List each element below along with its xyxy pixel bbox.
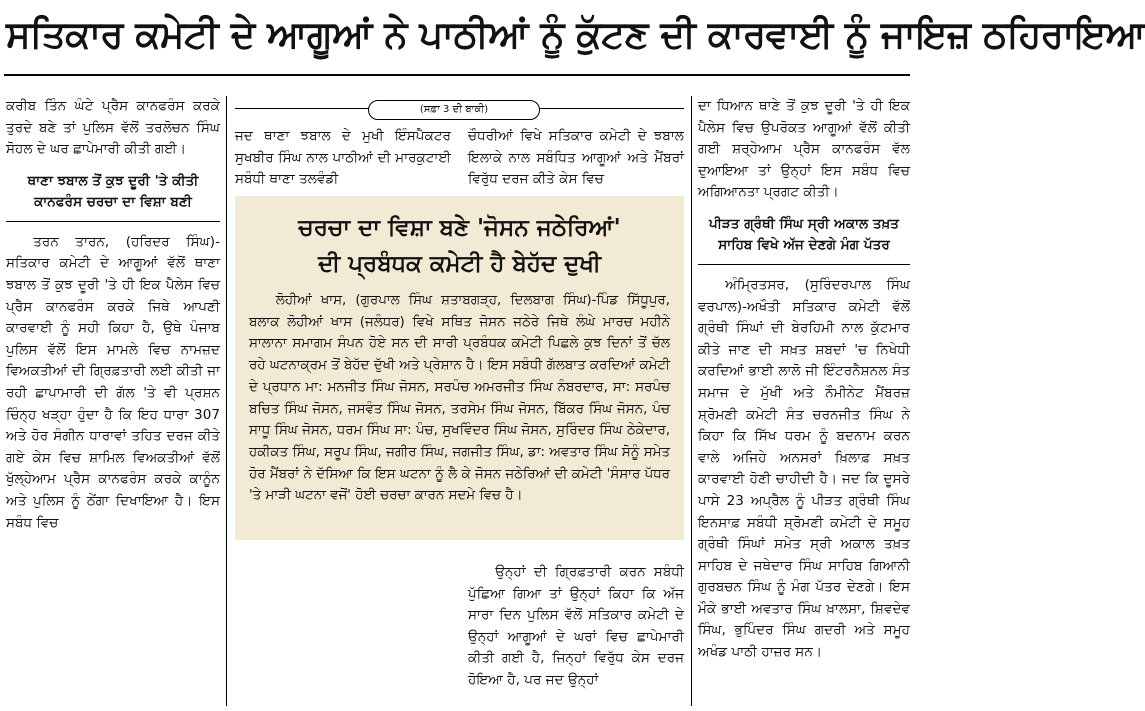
column-4 [698, 96, 910, 708]
column-divider-1 [226, 96, 227, 706]
continued-tag: (ਸਫ਼ਾ 3 ਦੀ ਬਾਕੀ) [368, 100, 540, 120]
boxed-story [235, 196, 684, 540]
box-body: ਲੋਹੀਆਂ ਖਾਸ, (ਗੁਰਪਾਲ ਸਿੰਘ ਸ਼ਤਾਬਗੜ੍ਹ, ਦਿਲਬਾਗ ਸਿੰਘ)-ਪਿੰਡ ਸਿੱਧੂਪੁਰ, ਬਲਾਕ ਲੋਹੀਆਂ ਖਾਸ (ਜਲੰਧਰ) ਵਿਖੇ ਸਥਿਤ ਜੋਸਨ ਜਠੇਰੇ ਜਿਥੇ ਲੰਘੇ ਮਾਰਚ ਮਹੀਨੇ ਸਾਲਾਨਾ ਸਮਾਗਮ ਸੰਪਨ ਹੋਏ ਸਨ ਦੀ ਸਾਰੀ ਪ੍ਰਬੰਧਕ ਕਮੇਟੀ ਪਿਛਲੇ ਕੁਝ ਦਿਨਾਂ ਤੋਂ ਚੱਲ ਰਹੇ ਘਟਨਾਕ੍ਰਮ ਤੋਂ ਬੇਹੱਦ ਦੁੱਖੀ ਅਤੇ ਪ੍ਰੇਸ਼ਾਨ ਹੈ। ਇਸ ਸਬੰਧੀ ਗੱਲਬਾਤ ਕਰਦਿਆਂ ਕਮੇਟੀ ਦੇ ਪ੍ਰਧਾਨ ਮਾ: ਮਨਜੀਤ ਸਿੰਘ ਜੋਸਨ, ਸਰਪੰਚ ਅਮਰਜੀਤ ਸਿੰਘ ਨੰਬਰਦਾਰ, ਸਾ: ਸਰਪੰਚ ਬਚਿਤ ਸਿੰਘ ਜੋਸਨ, ਜਸਵੰਤ ਸਿੰਘ ਜੋਸਨ, ਤਰਸੇਮ ਸਿੰਘ ਜੋਸਨ, ਬਿੱਕਰ ਸਿੰਘ ਜੋਸਨ, ਪੰਚ ਸਾਧੂ ਸਿੰਘ ਜੋਸਨ, ਧਰਮ ਸਿੰਘ ਸਾ: ਪੰਚ, ਸੁਖਵਿੰਦਰ ਸਿੰਘ ਜੋਸਨ, ਸੁਰਿੰਦਰ ਸਿੰਘ ਠੇਕੇਦਾਰ, ਹਕੀਕਤ ਸਿੰਘ, ਸਰੂਪ ਸਿੰਘ, ਜਗੀਰ ਸਿੰਘ, ਜਗਜੀਤ ਸਿੰਘ, ਡਾ: ਅਵਤਾਰ ਸਿੰਘ ਸੋਨੂੰ ਸਮੇਤ ਹੋਰ ਮੈਂਬਰਾਂ ਨੇ ਦੱਸਿਆ ਕਿ ਇਸ ਘਟਨਾ ਨੂੰ ਲੈ ਕੇ ਜੋਸਨ ਜਠੇਰਿਆਂ ਦੀ ਕਮੇਟੀ 'ਸੰਸਾਰ ਪੱਧਰ 'ਤੇ ਮਾੜੀ ਘਟਨਾ ਵਜੋਂ' ਹੋਈ ਚਰਚਾ ਕਾਰਨ ਸਦਮੇ ਵਿਚ ਹੈ। [249, 293, 670, 504]
column-1 [6, 96, 220, 706]
headline: ਸਤਿਕਾਰ ਕਮੇਟੀ ਦੇ ਆਗੂਆਂ ਨੇ ਪਾਠੀਆਂ ਨੂੰ ਕੁੱਟਣ ਦੀ ਕਾਰਵਾਈ ਨੂੰ ਜਾਇਜ਼ ਠਹਿਰਾਇਆ [6, 13, 1145, 56]
col1-subhead: ਥਾਣਾ ਝਬਾਲ ਤੋਂ ਕੁਝ ਦੂਰੀ 'ਤੇ ਕੀਤੀ ਕਾਨਫਰੰਸ ਚਰਚਾ ਦਾ ਵਿਸ਼ਾ ਬਣੀ [27, 172, 199, 210]
col4-intro: ਦਾ ਧਿਆਨ ਥਾਣੇ ਤੋਂ ਕੁਝ ਦੂਰੀ 'ਤੇ ਹੀ ਇਕ ਪੈਲੇਸ ਵਿਚ ਉਪਰੋਕਤ ਆਗੂਆਂ ਵੱਲੋਂ ਕੀਤੀ ਗਈ ਸ਼ਰ੍ਹੇਆਮ ਪ੍ਰੈਸ ਕਾਨਫਰੰਸ ਵੱਲ ਦੁਆਇਆ ਤਾਂ ਉਨ੍ਹਾਂ ਇਸ ਸਬੰਧ ਵਿਚ ਅਗਿਆਨਤਾ ਪ੍ਰਗਟ ਕੀਤੀ। [698, 98, 910, 201]
col3-bottom-text: ਉਨ੍ਹਾਂ ਦੀ ਗ੍ਰਿਫ਼ਤਾਰੀ ਕਰਨ ਸਬੰਧੀ ਪੁੱਛਿਆ ਗਿਆ ਤਾਂ ਉਨ੍ਹਾਂ ਕਿਹਾ ਕਿ ਅੱਜ ਸਾਰਾ ਦਿਨ ਪੁਲਿਸ ਵੱਲੋਂ ਸਤਿਕਾਰ ਕਮੇਟੀ ਦੇ ਉਨ੍ਹਾਂ ਆਗੂਆਂ ਦੇ ਘਰਾਂ ਵਿਚ ਛਾਪੇਮਾਰੀ ਕੀਤੀ ਗਈ ਹੈ, ਜਿਨ੍ਹਾਂ ਵਿਰੁੱਧ ਕੇਸ ਦਰਜ ਹੋਇਆ ਹੈ, ਪਰ ਜਦ ਉਨ੍ਹਾਂ [468, 564, 684, 688]
col1-intro: ਕਰੀਬ ਤਿੰਨ ਘੰਟੇ ਪ੍ਰੈਸ ਕਾਨਫਰੰਸ ਕਰਕੇ ਤੁਰਦੇ ਬਣੇ ਤਾਂ ਪੁਲਿਸ ਵੱਲੋਂ ਤਰਲੋਚਨ ਸਿੰਘ ਸੋਹਲ ਦੇ ਘਰ ਛਾਪੇਮਾਰੀ ਕੀਤੀ ਗਈ। [6, 98, 220, 158]
column-3-top [468, 126, 684, 194]
col4-subhead: ਪੀੜਤ ਗ੍ਰੰਥੀ ਸਿੰਘ ਸ੍ਰੀ ਅਕਾਲ ਤਖ਼ਤ ਸਾਹਿਬ ਵਿਖੇ ਅੱਜ ਦੇਣਗੇ ਮੰਗ ਪੱਤਰ [709, 215, 899, 253]
box-headline-line2: ਦੀ ਪ੍ਰਬੰਧਕ ਕਮੇਟੀ ਹੈ ਬੇਹੱਦ ਦੁਖੀ [318, 251, 601, 277]
col3-top-text: ਚੌਧਰੀਆਂ ਵਿਖੇ ਸਤਿਕਾਰ ਕਮੇਟੀ ਦੇ ਝਬਾਲ ਇਲਾਕੇ ਨਾਲ ਸਬੰਧਿਤ ਆਗੂਆਂ ਅਤੇ ਮੈਂਬਰਾਂ ਵਿਰੁੱਧ ਦਰਜ ਕੀਤੇ ਕੇਸ ਵਿਚ [468, 128, 684, 188]
col2-top-text: ਜਦ ਥਾਣਾ ਝਬਾਲ ਦੇ ਮੁਖੀ ਇੰਸਪੈਕਟਰ ਸੁਖਬੀਰ ਸਿੰਘ ਨਾਲ ਪਾਠੀਆਂ ਦੀ ਮਾਰਕੁਟਾਈ ਸਬੰਧੀ ਥਾਣਾ ਤਲਵੰਡੀ [235, 128, 451, 188]
column-divider-3 [691, 96, 692, 706]
col4-subhead-rule [698, 264, 910, 265]
col1-subhead-rule [6, 221, 220, 222]
col4-body: ਅੰਮ੍ਰਿਤਸਰ, (ਸੁਰਿੰਦਰਪਾਲ ਸਿੰਘ ਵਰਪਾਲ)-ਅਖੌਤੀ ਸਤਿਕਾਰ ਕਮੇਟੀ ਵੱਲੋਂ ਗ੍ਰੰਥੀ ਸਿੰਘਾਂ ਦੀ ਬੇਰਹਿਮੀ ਨਾਲ ਕੁੱਟਮਾਰ ਕੀਤੇ ਜਾਣ ਦੀ ਸਖ਼ਤ ਸ਼ਬਦਾਂ 'ਚ ਨਿਖੇਧੀ ਕਰਦਿਆਂ ਭਾਈ ਲਾਲੋ ਜੀ ਇੰਟਰਨੈਸ਼ਨਲ ਸੰਤ ਸਮਾਜ ਦੇ ਮੁੱਖੀ ਅਤੇ ਨੌਮੀਨੇਟ ਮੈਂਬਰਜ਼ ਸ਼੍ਰੋਮਣੀ ਕਮੇਟੀ ਸੰਤ ਚਰਨਜੀਤ ਸਿੰਘ ਨੇ ਕਿਹਾ ਕਿ ਸਿੱਖ ਧਰਮ ਨੂੰ ਬਦਨਾਮ ਕਰਨ ਵਾਲੇ ਅਜਿਹੇ ਅਨਸਰਾਂ ਖ਼ਿਲਾਫ਼ ਸਖ਼ਤ ਕਾਰਵਾਈ ਹੋਣੀ ਚਾਹੀਦੀ ਹੈ। ਜਦ ਕਿ ਦੂਸਰੇ ਪਾਸੇ 23 ਅਪ੍ਰੈਲ ਨੂੰ ਪੀੜਤ ਗ੍ਰੰਥੀ ਸਿੰਘ ਇਨਸਾਫ਼ ਸਬੰਧੀ ਸ਼੍ਰੋਮਣੀ ਕਮੇਟੀ ਦੇ ਸਮੂਹ ਗ੍ਰੰਥੀ ਸਿੰਘਾਂ ਸਮੇਤ ਸ੍ਰੀ ਅਕਾਲ ਤਖ਼ਤ ਸਾਹਿਬ ਦੇ ਜਥੇਦਾਰ ਸਿੰਘ ਸਾਹਿਬ ਗਿਆਨੀ ਗੁਰਬਚਨ ਸਿੰਘ ਨੂੰ ਮੰਗ ਪੱਤਰ ਦੇਣਗੇ। ਇਸ ਮੌਕੇ ਭਾਈ ਅਵਤਾਰ ਸਿੰਘ ਖ਼ਾਲਸਾ, ਸ਼ਿਵਦੇਵ ਸਿੰਘ, ਭੁਪਿੰਦਰ ਸਿੰਘ ਗਦਰੀ ਅਤੇ ਸਮੂਹ ਅਖੰਡ ਪਾਠੀ ਹਾਜ਼ਰ ਸਨ। [698, 276, 910, 661]
headline-rule [4, 74, 910, 76]
column-3-bottom [468, 562, 684, 708]
column-2-top [235, 126, 451, 194]
box-headline-line1: ਚਰਚਾ ਦਾ ਵਿਸ਼ਾ ਬਣੇ 'ਜੋਸਨ ਜਠੇਰਿਆਂ' [298, 215, 621, 241]
col1-body: ਤਰਨ ਤਾਰਨ, (ਹਰਿਦਰ ਸਿੰਘ)- ਸਤਿਕਾਰ ਕਮੇਟੀ ਦੇ ਆਗੂਆਂ ਵੱਲੋਂ ਥਾਣਾ ਝਬਾਲ ਤੋਂ ਕੁਝ ਦੂਰੀ 'ਤੇ ਹੀ ਇਕ ਪੈਲੇਸ ਵਿਚ ਪ੍ਰੈਸ ਕਾਨਫਰੰਸ ਕਰਕੇ ਜਿਥੇ ਆਪਣੀ ਕਾਰਵਾਈ ਨੂੰ ਸਹੀ ਕਿਹਾ ਹੈ, ਉਥੇ ਪੰਜਾਬ ਪੁਲਿਸ ਵੱਲੋਂ ਇਸ ਮਾਮਲੇ ਵਿਚ ਨਾਮਜ਼ਦ ਵਿਅਕਤੀਆਂ ਦੀ ਗ੍ਰਿਫ਼ਤਾਰੀ ਲਈ ਕੀਤੀ ਜਾ ਰਹੀ ਛਾਪਾਮਾਰੀ ਦੀ ਗੱਲ 'ਤੇ ਵੀ ਪ੍ਰਸ਼ਨ ਚਿੰਨ੍ਹ ਖੜ੍ਹਾ ਹੁੰਦਾ ਹੈ ਕਿ ਇਹ ਧਾਰਾ 307 ਅਤੇ ਹੋਰ ਸੰਗੀਨ ਧਾਰਾਵਾਂ ਤਹਿਤ ਦਰਜ ਕੀਤੇ ਗਏ ਕੇਸ ਵਿਚ ਸ਼ਾਮਿਲ ਵਿਅਕਤੀਆਂ ਵੱਲੋਂ ਖੁੱਲ੍ਹੇਆਮ ਪ੍ਰੈਸ ਕਾਨਫਰੰਸ ਕਰਕੇ ਕਾਨੂੰਨ ਅਤੇ ਪੁਲਿਸ ਨੂੰ ਠੇਂਗਾ ਦਿਖਾਇਆ ਹੈ। ਇਸ ਸਬੰਧ ਵਿਚ [6, 233, 220, 531]
box-headline [235, 210, 684, 282]
